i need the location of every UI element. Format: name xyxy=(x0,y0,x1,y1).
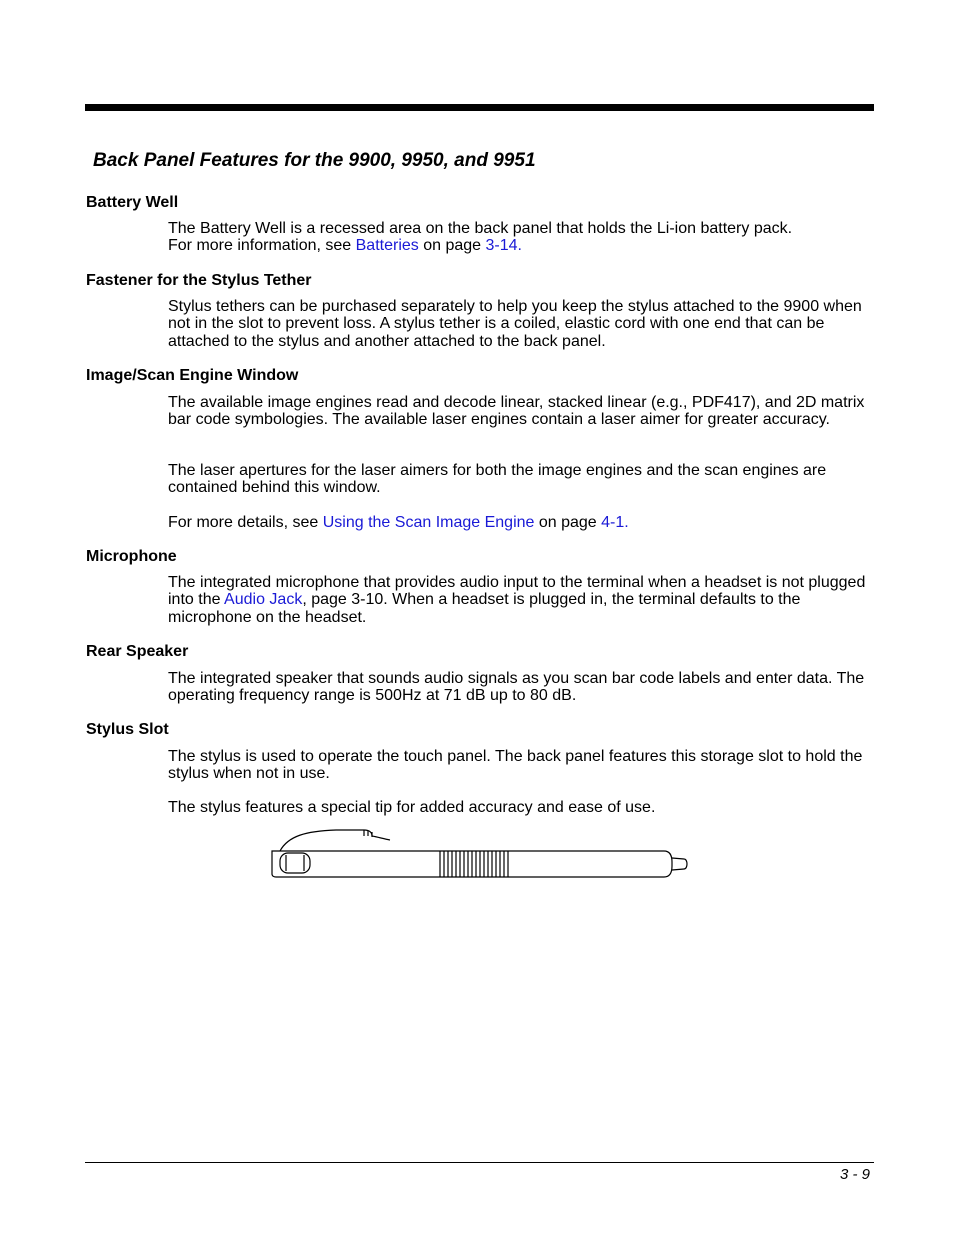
heading-rear-speaker: Rear Speaker xyxy=(86,643,189,660)
engine-window-text-2: on page xyxy=(534,514,602,531)
microphone-text: The integrated microphone that provides audio input to the terminal when a headset is not plugged into the xyxy=(168,574,866,609)
engine-window-text: For more details, see xyxy=(168,514,323,531)
stylus-clip xyxy=(280,830,372,851)
stylus-illustration xyxy=(266,826,692,880)
stylus-clip-end xyxy=(372,836,390,840)
heading-stylus-slot: Stylus Slot xyxy=(86,721,169,738)
paragraph-battery-well xyxy=(168,220,874,255)
paragraph-engine-window-1: The available image engines read and decode linear, stacked linear (e.g., PDF417), and 2D matrix bar code symbologies. The available laser engines contain a laser aimer for greater accuracy. xyxy=(168,394,865,429)
link-page-4-1[interactable]: 4-1. xyxy=(601,514,629,531)
paragraph-fastener: Stylus tethers can be purchased separately to help you keep the stylus attached to the 9900 when not in the slot to prevent loss. A stylus tether is a coiled, elastic cord with one end that can be attached to the stylus and another attached to the back panel. xyxy=(168,298,862,350)
link-audio-jack[interactable]: Audio Jack xyxy=(224,591,303,609)
paragraph-engine-window-3 xyxy=(168,514,874,531)
link-using-scan-image-engine[interactable]: Using the Scan Image Engine xyxy=(322,514,535,531)
link-batteries[interactable]: Batteries xyxy=(355,237,419,255)
battery-well-text-3: on page xyxy=(418,237,486,255)
paragraph-microphone xyxy=(168,574,874,626)
paragraph-stylus-slot-2: The stylus features a special tip for added accuracy and ease of use. xyxy=(168,799,656,816)
paragraph-rear-speaker: The integrated speaker that sounds audio signals as you scan bar code labels and enter data. The operating frequency range is 500Hz at 71 dB up to 80 dB. xyxy=(168,670,865,705)
microphone-text-2: , page 3-10. When a headset is plugged in, the terminal defaults to the microphone on the headset. xyxy=(168,591,801,626)
stylus-tip xyxy=(672,858,687,870)
paragraph-engine-window-2: The laser apertures for the laser aimers for both the image engines and the scan engines are contained behind this window. xyxy=(168,462,827,497)
stylus-clip-notches xyxy=(364,830,372,837)
heading-fastener: Fastener for the Stylus Tether xyxy=(86,272,312,289)
link-page-3-14[interactable]: 3-14. xyxy=(485,237,522,255)
stylus-end-button xyxy=(280,853,310,873)
heading-engine-window: Image/Scan Engine Window xyxy=(86,367,299,384)
header-rule xyxy=(85,104,874,111)
page-number: 3 - 9 xyxy=(839,1166,870,1183)
battery-well-text-2: For more information, see xyxy=(168,237,356,255)
footer-rule xyxy=(85,1162,874,1163)
battery-well-text: The Battery Well is a recessed area on the back panel that holds the Li-ion battery pack. xyxy=(168,220,793,237)
paragraph-stylus-slot-1: The stylus is used to operate the touch panel. The back panel features this storage slot to hold the stylus when not in use. xyxy=(168,748,863,783)
heading-battery-well: Battery Well xyxy=(86,194,179,211)
page-title: Back Panel Features for the 9900, 9950, and 9951 xyxy=(93,150,536,171)
stylus-grip-ridges xyxy=(440,851,508,877)
heading-microphone: Microphone xyxy=(86,548,177,565)
